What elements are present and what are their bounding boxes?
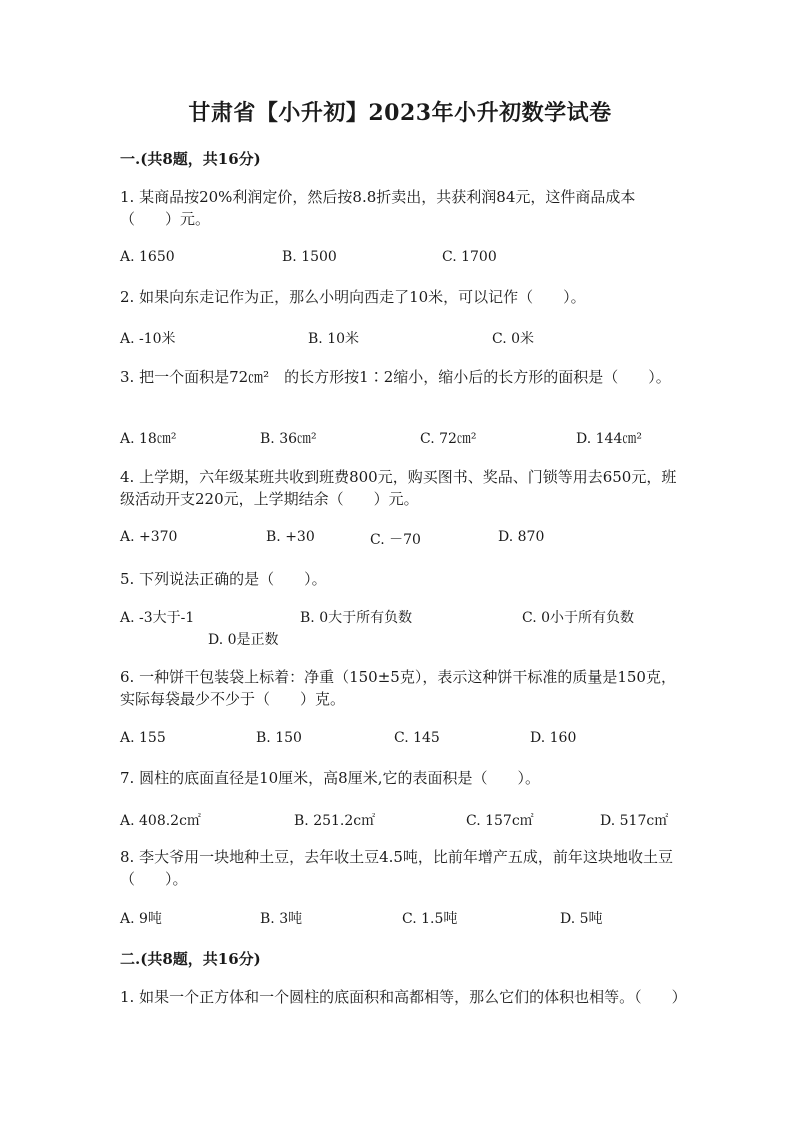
question-5-options (120, 607, 700, 631)
question-4: 4. 上学期，六年级某班共收到班费800元，购买图书、奖品、门锁等用去650元，班级活动开支220元，上学期结余（ ）元。 (120, 468, 677, 508)
option-d[interactable]: D. 0是正数 (208, 632, 279, 648)
option-c[interactable]: C. 145 (394, 730, 440, 746)
exam-title: 甘肃省【小升初】2023年小升初数学试卷 (188, 100, 612, 126)
question-2: 2. 如果向东走记作为正，那么小明向西走了10米，可以记作（ ）。 (120, 288, 586, 306)
option-a[interactable]: A. +370 (120, 529, 178, 545)
option-c[interactable]: C. 0米 (492, 331, 535, 347)
option-d[interactable]: D. 160 (530, 730, 577, 746)
option-a[interactable]: A. 1650 (120, 249, 175, 265)
question-1: 1. 某商品按20%利润定价，然后按8.8折卖出，共获利润84元，这件商品成本（ ）元。 (120, 188, 636, 228)
question-3-options (120, 428, 700, 452)
option-b[interactable]: B. 150 (256, 730, 302, 746)
option-a[interactable]: A. -10米 (120, 331, 176, 347)
question-4-options (120, 529, 700, 553)
question-6-options (120, 730, 700, 754)
option-c[interactable]: C. －70 (370, 532, 421, 548)
question-5: 5. 下列说法正确的是（ ）。 (120, 570, 327, 588)
question-7-options (120, 810, 700, 834)
question-8-options (120, 908, 700, 932)
option-b[interactable]: B. 1500 (282, 249, 337, 265)
question-2-options (120, 328, 700, 352)
option-d[interactable]: D. 144㎝² (576, 431, 642, 447)
option-c[interactable]: C. 157c㎡ (466, 813, 534, 829)
option-b[interactable]: B. 0大于所有负数 (300, 610, 413, 626)
option-a[interactable]: A. 408.2c㎡ (120, 813, 201, 829)
question-7: 7. 圆柱的底面直径是10厘米，高8厘米,它的表面积是（ ）。 (120, 769, 540, 787)
question-6: 6. 一种饼干包装袋上标着：净重（150±5克），表示这种饼干标准的质量是150克，实际每袋最少不少于（ ）克。 (120, 668, 676, 708)
option-a[interactable]: A. 155 (120, 730, 166, 746)
option-d[interactable]: D. 517c㎡ (600, 813, 669, 829)
option-d[interactable]: D. 870 (498, 529, 545, 545)
option-c[interactable]: C. 72㎝² (420, 431, 477, 447)
question-5-options-row2 (120, 629, 700, 653)
question-3: 3. 把一个面积是72㎝² 的长方形按1∶2缩小，缩小后的长方形的面积是（ ）。 (120, 368, 671, 386)
option-a[interactable]: A. 9吨 (120, 911, 162, 927)
section-heading-1: 一.(共8题，共16分) (120, 150, 261, 168)
option-c[interactable]: C. 0小于所有负数 (522, 610, 635, 626)
section2-question-1: 1. 如果一个正方体和一个圆柱的底面积和高都相等，那么它们的体积也相等。（ ） (120, 988, 687, 1006)
question-1-options (120, 249, 700, 273)
section-heading-2: 二.(共8题，共16分) (120, 950, 261, 968)
option-b[interactable]: B. 3吨 (260, 911, 303, 927)
option-b[interactable]: B. 36㎝² (260, 431, 317, 447)
option-b[interactable]: B. 10米 (308, 331, 360, 347)
option-c[interactable]: C. 1.5吨 (402, 911, 458, 927)
question-8: 8. 李大爷用一块地种土豆，去年收土豆4.5吨，比前年增产五成，前年这块地收土豆（ ）。 (120, 848, 673, 888)
option-a[interactable]: A. -3大于-1 (120, 610, 195, 626)
option-d[interactable]: D. 5吨 (560, 911, 603, 927)
option-a[interactable]: A. 18㎝² (120, 431, 177, 447)
option-b[interactable]: B. 251.2c㎡ (294, 813, 376, 829)
option-c[interactable]: C. 1700 (442, 249, 497, 265)
option-b[interactable]: B. +30 (266, 529, 315, 545)
